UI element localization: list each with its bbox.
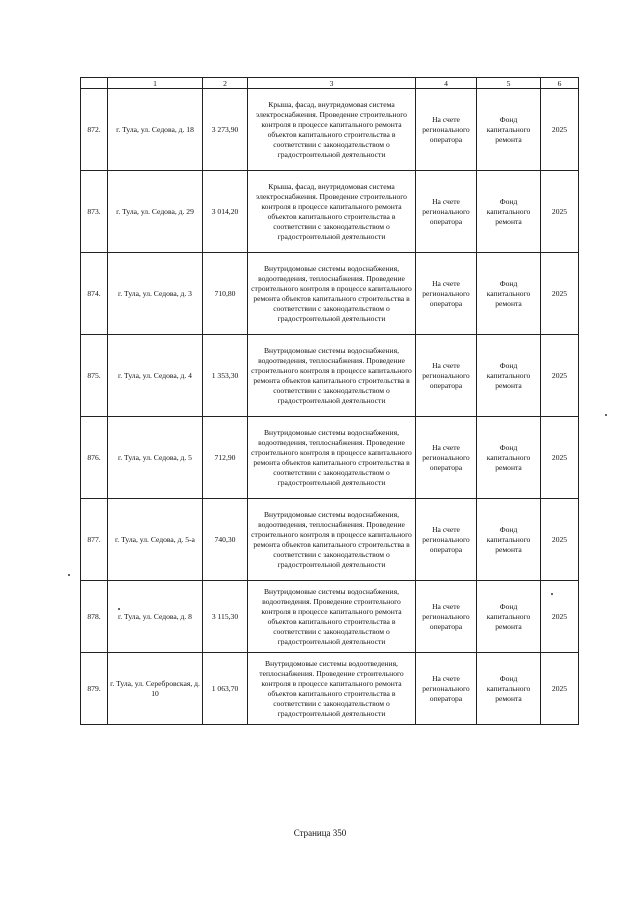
row-area: 710,80	[203, 253, 248, 335]
row-area: 1 063,70	[203, 653, 248, 725]
row-area: 1 353,30	[203, 335, 248, 417]
row-account: На счете регионального оператора	[416, 653, 477, 725]
scan-speck	[68, 574, 70, 576]
row-account: На счете регионального оператора	[416, 499, 477, 581]
scan-speck	[551, 593, 553, 595]
header-col-1: 1	[108, 78, 203, 89]
row-address: г. Тула, ул. Седова, д. 29	[108, 171, 203, 253]
row-year: 2025	[541, 499, 579, 581]
header-col-4: 4	[416, 78, 477, 89]
header-col-5: 5	[477, 78, 541, 89]
row-works: Внутридомовые системы водоснабжения, водоотведения. Проведение строительного контроля в процессе капитального ремонта объектов капитального строительства в соответствии с законодательством о градостроительной деятельности	[248, 581, 416, 653]
table-row	[81, 499, 579, 581]
row-account: На счете регионального оператора	[416, 253, 477, 335]
row-year: 2025	[541, 253, 579, 335]
row-area: 3 115,30	[203, 581, 248, 653]
row-area: 740,30	[203, 499, 248, 581]
header-blank	[81, 78, 108, 89]
table-row	[81, 253, 579, 335]
table-row	[81, 171, 579, 253]
row-year: 2025	[541, 335, 579, 417]
row-year: 2025	[541, 581, 579, 653]
row-works: Внутридомовые системы водоотведения, теплоснабжения. Проведение строительного контроля в процессе капитального ремонта объектов капитального строительства в соответствии с законодательством о градостроительной деятельности	[248, 653, 416, 725]
row-number: 875.	[81, 335, 108, 417]
row-account: На счете регионального оператора	[416, 171, 477, 253]
row-year: 2025	[541, 417, 579, 499]
row-works: Крыша, фасад, внутридомовая система электроснабжения. Проведение строительного контроля в процессе капитального ремонта объектов капитального строительства в соответствии с законодательством о градостроительной деятельности	[248, 171, 416, 253]
row-account: На счете регионального оператора	[416, 417, 477, 499]
row-account: На счете регионального оператора	[416, 581, 477, 653]
row-area: 3 273,90	[203, 89, 248, 171]
row-fund: Фонд капитального ремонта	[477, 171, 541, 253]
row-area: 712,90	[203, 417, 248, 499]
row-address: г. Тула, ул. Седова, д. 18	[108, 89, 203, 171]
table-row	[81, 653, 579, 725]
table-row	[81, 417, 579, 499]
row-fund: Фонд капитального ремонта	[477, 499, 541, 581]
row-works: Внутридомовые системы водоснабжения, водоотведения, теплоснабжения. Проведение строительного контроля в процессе капитального ремонта объектов капитального строительства в соответствии с законодательством о градостроительной деятельности	[248, 253, 416, 335]
row-fund: Фонд капитального ремонта	[477, 89, 541, 171]
repair-schedule-table	[80, 77, 579, 725]
row-works: Внутридомовые системы водоснабжения, водоотведения, теплоснабжения. Проведение строительного контроля в процессе капитального ремонта объектов капитального строительства в соответствии с законодательством о градостроительной деятельности	[248, 335, 416, 417]
row-year: 2025	[541, 171, 579, 253]
row-area: 3 014,20	[203, 171, 248, 253]
page-number: Страница 350	[293, 828, 347, 838]
row-address: г. Тула, ул. Седова, д. 5	[108, 417, 203, 499]
scan-speck	[605, 414, 607, 416]
table-row	[81, 335, 579, 417]
row-number: 874.	[81, 253, 108, 335]
header-col-3: 3	[248, 78, 416, 89]
row-address: г. Тула, ул. Серебровская, д. 10	[108, 653, 203, 725]
row-address: г. Тула, ул. Седова, д. 4	[108, 335, 203, 417]
row-year: 2025	[541, 89, 579, 171]
table-row	[81, 89, 579, 171]
row-fund: Фонд капитального ремонта	[477, 417, 541, 499]
row-works: Крыша, фасад, внутридомовая система электроснабжения. Проведение строительного контроля в процессе капитального ремонта объектов капитального строительства в соответствии с законодательством о градостроительной деятельности	[248, 89, 416, 171]
row-number: 879.	[81, 653, 108, 725]
row-account: На счете регионального оператора	[416, 89, 477, 171]
row-address: г. Тула, ул. Седова, д. 5-а	[108, 499, 203, 581]
row-number: 872.	[81, 89, 108, 171]
header-col-6: 6	[541, 78, 579, 89]
row-works: Внутридомовые системы водоснабжения, водоотведения, теплоснабжения. Проведение строительного контроля в процессе капитального ремонта объектов капитального строительства в соответствии с законодательством о градостроительной деятельности	[248, 417, 416, 499]
row-fund: Фонд капитального ремонта	[477, 581, 541, 653]
row-fund: Фонд капитального ремонта	[477, 653, 541, 725]
row-fund: Фонд капитального ремонта	[477, 335, 541, 417]
table-row	[81, 581, 579, 653]
row-number: 878.	[81, 581, 108, 653]
row-number: 876.	[81, 417, 108, 499]
row-address: г. Тула, ул. Седова, д. 8	[108, 581, 203, 653]
row-works: Внутридомовые системы водоснабжения, водоотведения, теплоснабжения. Проведение строительного контроля в процессе капитального ремонта объектов капитального строительства в соответствии с законодательством о градостроительной деятельности	[248, 499, 416, 581]
scan-speck	[118, 608, 120, 610]
header-col-2: 2	[203, 78, 248, 89]
row-number: 873.	[81, 171, 108, 253]
row-account: На счете регионального оператора	[416, 335, 477, 417]
table-header-row	[81, 78, 579, 89]
row-address: г. Тула, ул. Седова, д. 3	[108, 253, 203, 335]
row-year: 2025	[541, 653, 579, 725]
row-number: 877.	[81, 499, 108, 581]
row-fund: Фонд капитального ремонта	[477, 253, 541, 335]
